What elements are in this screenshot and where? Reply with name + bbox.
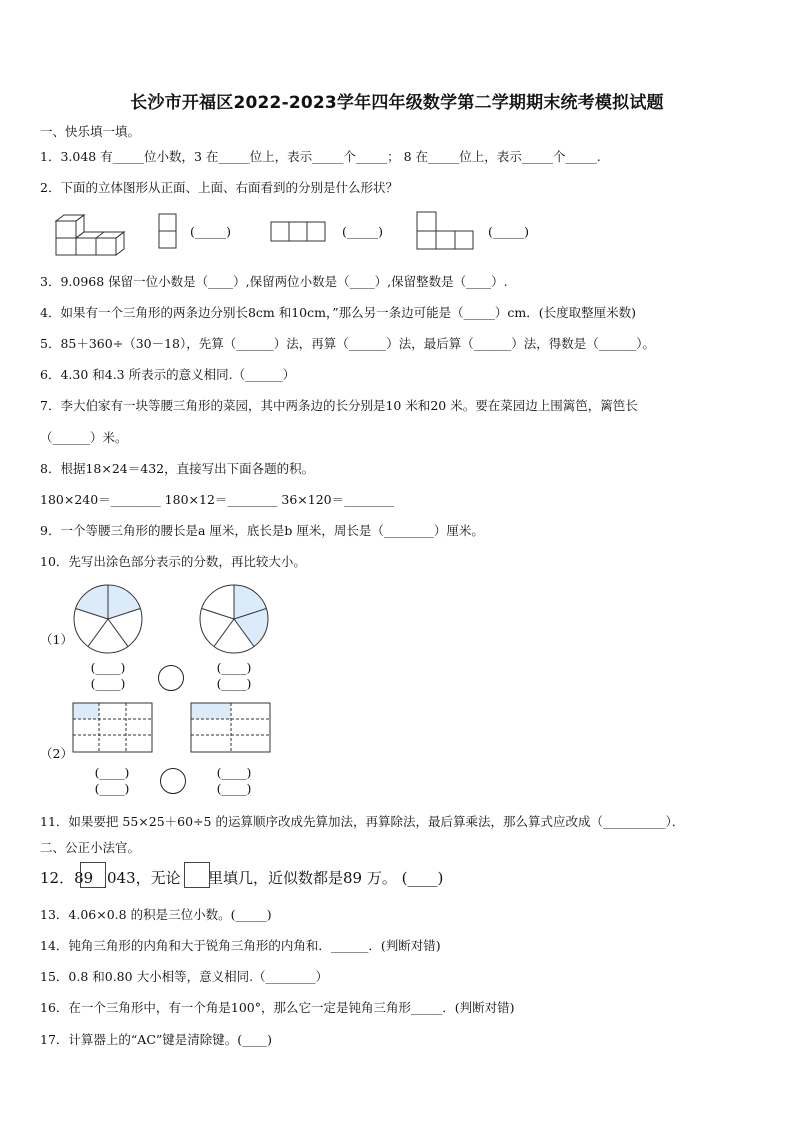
question-16: 16．在一个三角形中，有一个角是100°，那么它一定是钝角三角形_____．(判断对错) [40,1000,515,1015]
question-8-items: 180×240＝________ 180×12＝________ 36×120＝________ [40,492,395,507]
compare-circle-1 [158,665,184,691]
numerator-blank: (____) [94,765,130,780]
question-12-part-b: 043，无论 [107,869,181,887]
question-7-line-1: 7．李大伯家有一块等腰三角形的菜园，其中两条边的长分别是10 米和20 米。要在菜园边上围篱笆，篱笆长 [40,398,638,413]
front-view-blank: (_____) [190,224,232,239]
denominator-blank: (____) [94,781,130,796]
rect-grid-right [190,702,272,754]
question-17: 17．计算器上的“AC”键是清除键。(____) [40,1032,273,1047]
top-view-blank: (_____) [342,224,384,239]
question-6: 6．4.30 和4.3 所表示的意义相同.（______） [40,367,296,382]
q10-label-1: （1） [40,632,73,647]
question-10: 10．先写出涂色部分表示的分数，再比较大小。 [40,554,306,569]
denominator-blank: (____) [90,676,126,691]
fraction-blank-1b [212,660,256,692]
page-title: 长沙市开福区2022-2023学年四年级数学第二学期期末统考模拟试题 [130,93,664,113]
pie-circle-left [72,583,144,655]
compare-circle-2 [160,768,186,794]
question-11: 11．如果要把 55×25＋60÷5 的运算顺序改成先算加法，再算除法，最后算乘法，那么算式应改成（__________）． [40,814,685,829]
question-9: 9．一个等腰三角形的腰长是a 厘米，底长是b 厘米，周长是（________）厘米。 [40,523,484,538]
front-view-figure [158,213,178,251]
numerator-blank: (____) [216,765,252,780]
question-12-part-a: 12．89 [40,869,94,887]
numerator-blank: (____) [216,660,252,675]
pie-circle-right [198,583,270,655]
fraction-blank-2a [90,765,134,797]
cube-solid-figure [54,213,126,257]
question-2: 2．下面的立体图形从正面、上面、右面看到的分别是什么形状？ [40,180,398,195]
top-view-figure [270,221,330,243]
right-view-figure [416,211,476,251]
question-15: 15．0.8 和0.80 大小相等，意义相同.（________） [40,969,329,984]
right-view-blank: (_____) [488,224,530,239]
denominator-blank: (____) [216,781,252,796]
numerator-blank: (____) [90,660,126,675]
q10-label-2: （2） [40,746,73,761]
question-1: 1．3.048 有_____位小数，3 在_____位上，表示_____个_____； 8 在_____位上，表示_____个_____. [40,149,601,164]
digit-box-2 [184,862,210,888]
section-1-heading: 一、快乐填一填。 [40,124,141,139]
fraction-blank-2b [212,765,256,797]
rect-grid-left [72,702,154,754]
question-13: 13．4.06×0.8 的积是三位小数。(_____) [40,907,272,922]
question-12-part-c: 里填几，近似数都是89 万。 (____) [208,869,444,887]
question-7-line-2: （______）米。 [40,430,128,445]
question-5: 5．85＋360÷（30－18），先算（______）法，再算（______）法，最后算（______）法，得数是（______）。 [40,336,656,351]
section-2-heading: 二、公正小法官。 [40,840,141,855]
question-8: 8．根据18×24＝432，直接写出下面各题的积。 [40,461,315,476]
question-14: 14．钝角三角形的内角和大于锐角三角形的内角和．______．(判断对错) [40,938,441,953]
denominator-blank: (____) [216,676,252,691]
question-4: 4．如果有一个三角形的两条边分别长8cm 和10cm，”那么另一条边可能是（_____）cm．(长度取整厘米数) [40,305,636,320]
fraction-blank-1a [86,660,130,692]
question-3: 3．9.0968 保留一位小数是（____）,保留两位小数是（____）,保留整数是（____）. [40,274,508,289]
digit-box-1 [80,862,106,888]
